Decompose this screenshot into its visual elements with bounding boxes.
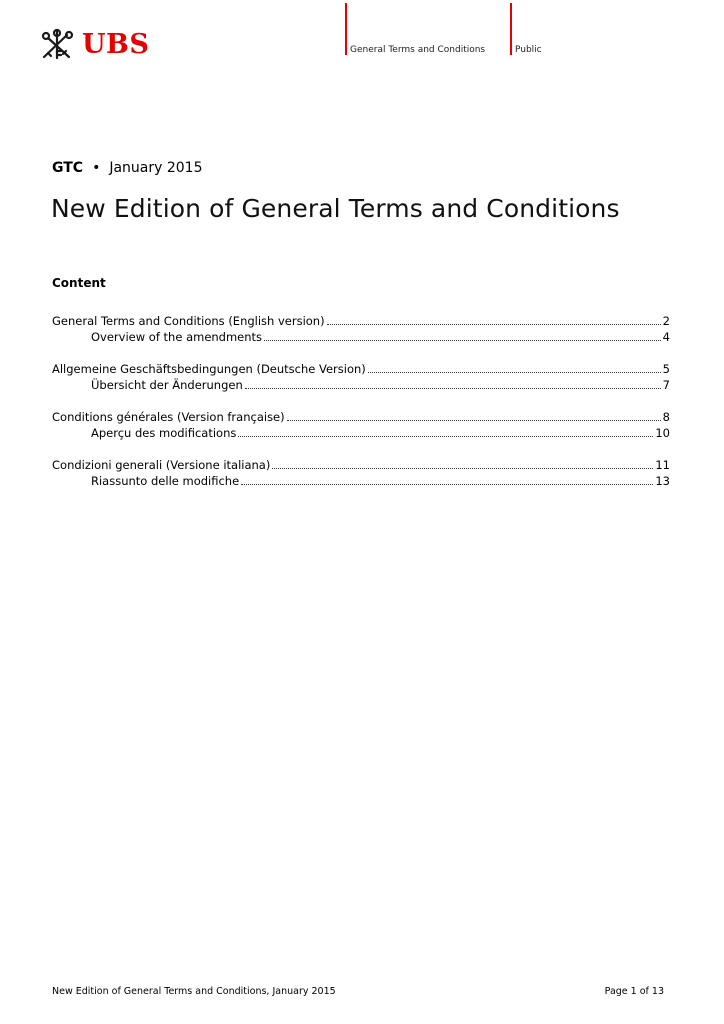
brand-name: UBS — [82, 28, 150, 60]
header-divider-1 — [345, 3, 347, 55]
toc-group-english — [52, 314, 670, 346]
document-tag: GTC — [52, 160, 84, 176]
document-meta — [52, 160, 203, 176]
toc-leader-dots — [287, 419, 661, 421]
content-heading: Content — [52, 276, 106, 290]
toc-subentry-label: Aperçu des modifications — [91, 426, 237, 440]
toc-leader-dots — [241, 483, 653, 485]
toc-subentry-label: Übersicht der Änderungen — [91, 378, 243, 392]
toc-entry-page: 5 — [662, 362, 670, 376]
meta-bullet: • — [92, 160, 101, 176]
footer-page-number: Page 1 of 13 — [604, 986, 664, 997]
toc-entry[interactable] — [52, 458, 670, 474]
toc-subentry[interactable] — [52, 330, 670, 346]
toc-leader-dots — [368, 371, 661, 373]
table-of-contents — [52, 314, 670, 506]
toc-leader-dots — [245, 387, 661, 389]
toc-entry[interactable] — [52, 362, 670, 378]
document-date: January 2015 — [109, 160, 203, 176]
toc-leader-dots — [272, 467, 653, 469]
toc-entry-label: General Terms and Conditions (English version) — [52, 314, 325, 328]
toc-entry[interactable] — [52, 410, 670, 426]
toc-leader-dots — [327, 323, 661, 325]
toc-group-french — [52, 410, 670, 442]
toc-subentry-page: 10 — [655, 426, 670, 440]
footer-document-title: New Edition of General Terms and Conditions, January 2015 — [52, 986, 336, 997]
header-divider-2 — [510, 3, 512, 55]
toc-subentry[interactable] — [52, 426, 670, 442]
keys-icon — [40, 27, 74, 61]
toc-subentry-page: 7 — [662, 378, 670, 392]
toc-entry[interactable] — [52, 314, 670, 330]
ubs-logo — [40, 27, 149, 61]
toc-entry-label: Condizioni generali (Versione italiana) — [52, 458, 271, 472]
toc-entry-page: 2 — [662, 314, 670, 328]
toc-leader-dots — [238, 435, 653, 437]
toc-subentry[interactable] — [52, 474, 670, 490]
toc-subentry-label: Overview of the amendments — [91, 330, 263, 344]
toc-subentry-page: 13 — [655, 474, 670, 488]
toc-entry-label: Allgemeine Geschäftsbedingungen (Deutsche Version) — [52, 362, 366, 376]
toc-group-italian — [52, 458, 670, 490]
toc-subentry-label: Riassunto delle modifiche — [91, 474, 240, 488]
toc-entry-page: 11 — [655, 458, 670, 472]
toc-subentry-page: 4 — [662, 330, 670, 344]
toc-group-german — [52, 362, 670, 394]
toc-subentry[interactable] — [52, 378, 670, 394]
toc-entry-page: 8 — [662, 410, 670, 424]
page-title: New Edition of General Terms and Conditions — [51, 194, 620, 223]
header-classification: Public — [515, 45, 542, 55]
header-doc-label: General Terms and Conditions — [350, 45, 486, 55]
toc-entry-label: Conditions générales (Version française) — [52, 410, 285, 424]
toc-leader-dots — [264, 339, 661, 341]
